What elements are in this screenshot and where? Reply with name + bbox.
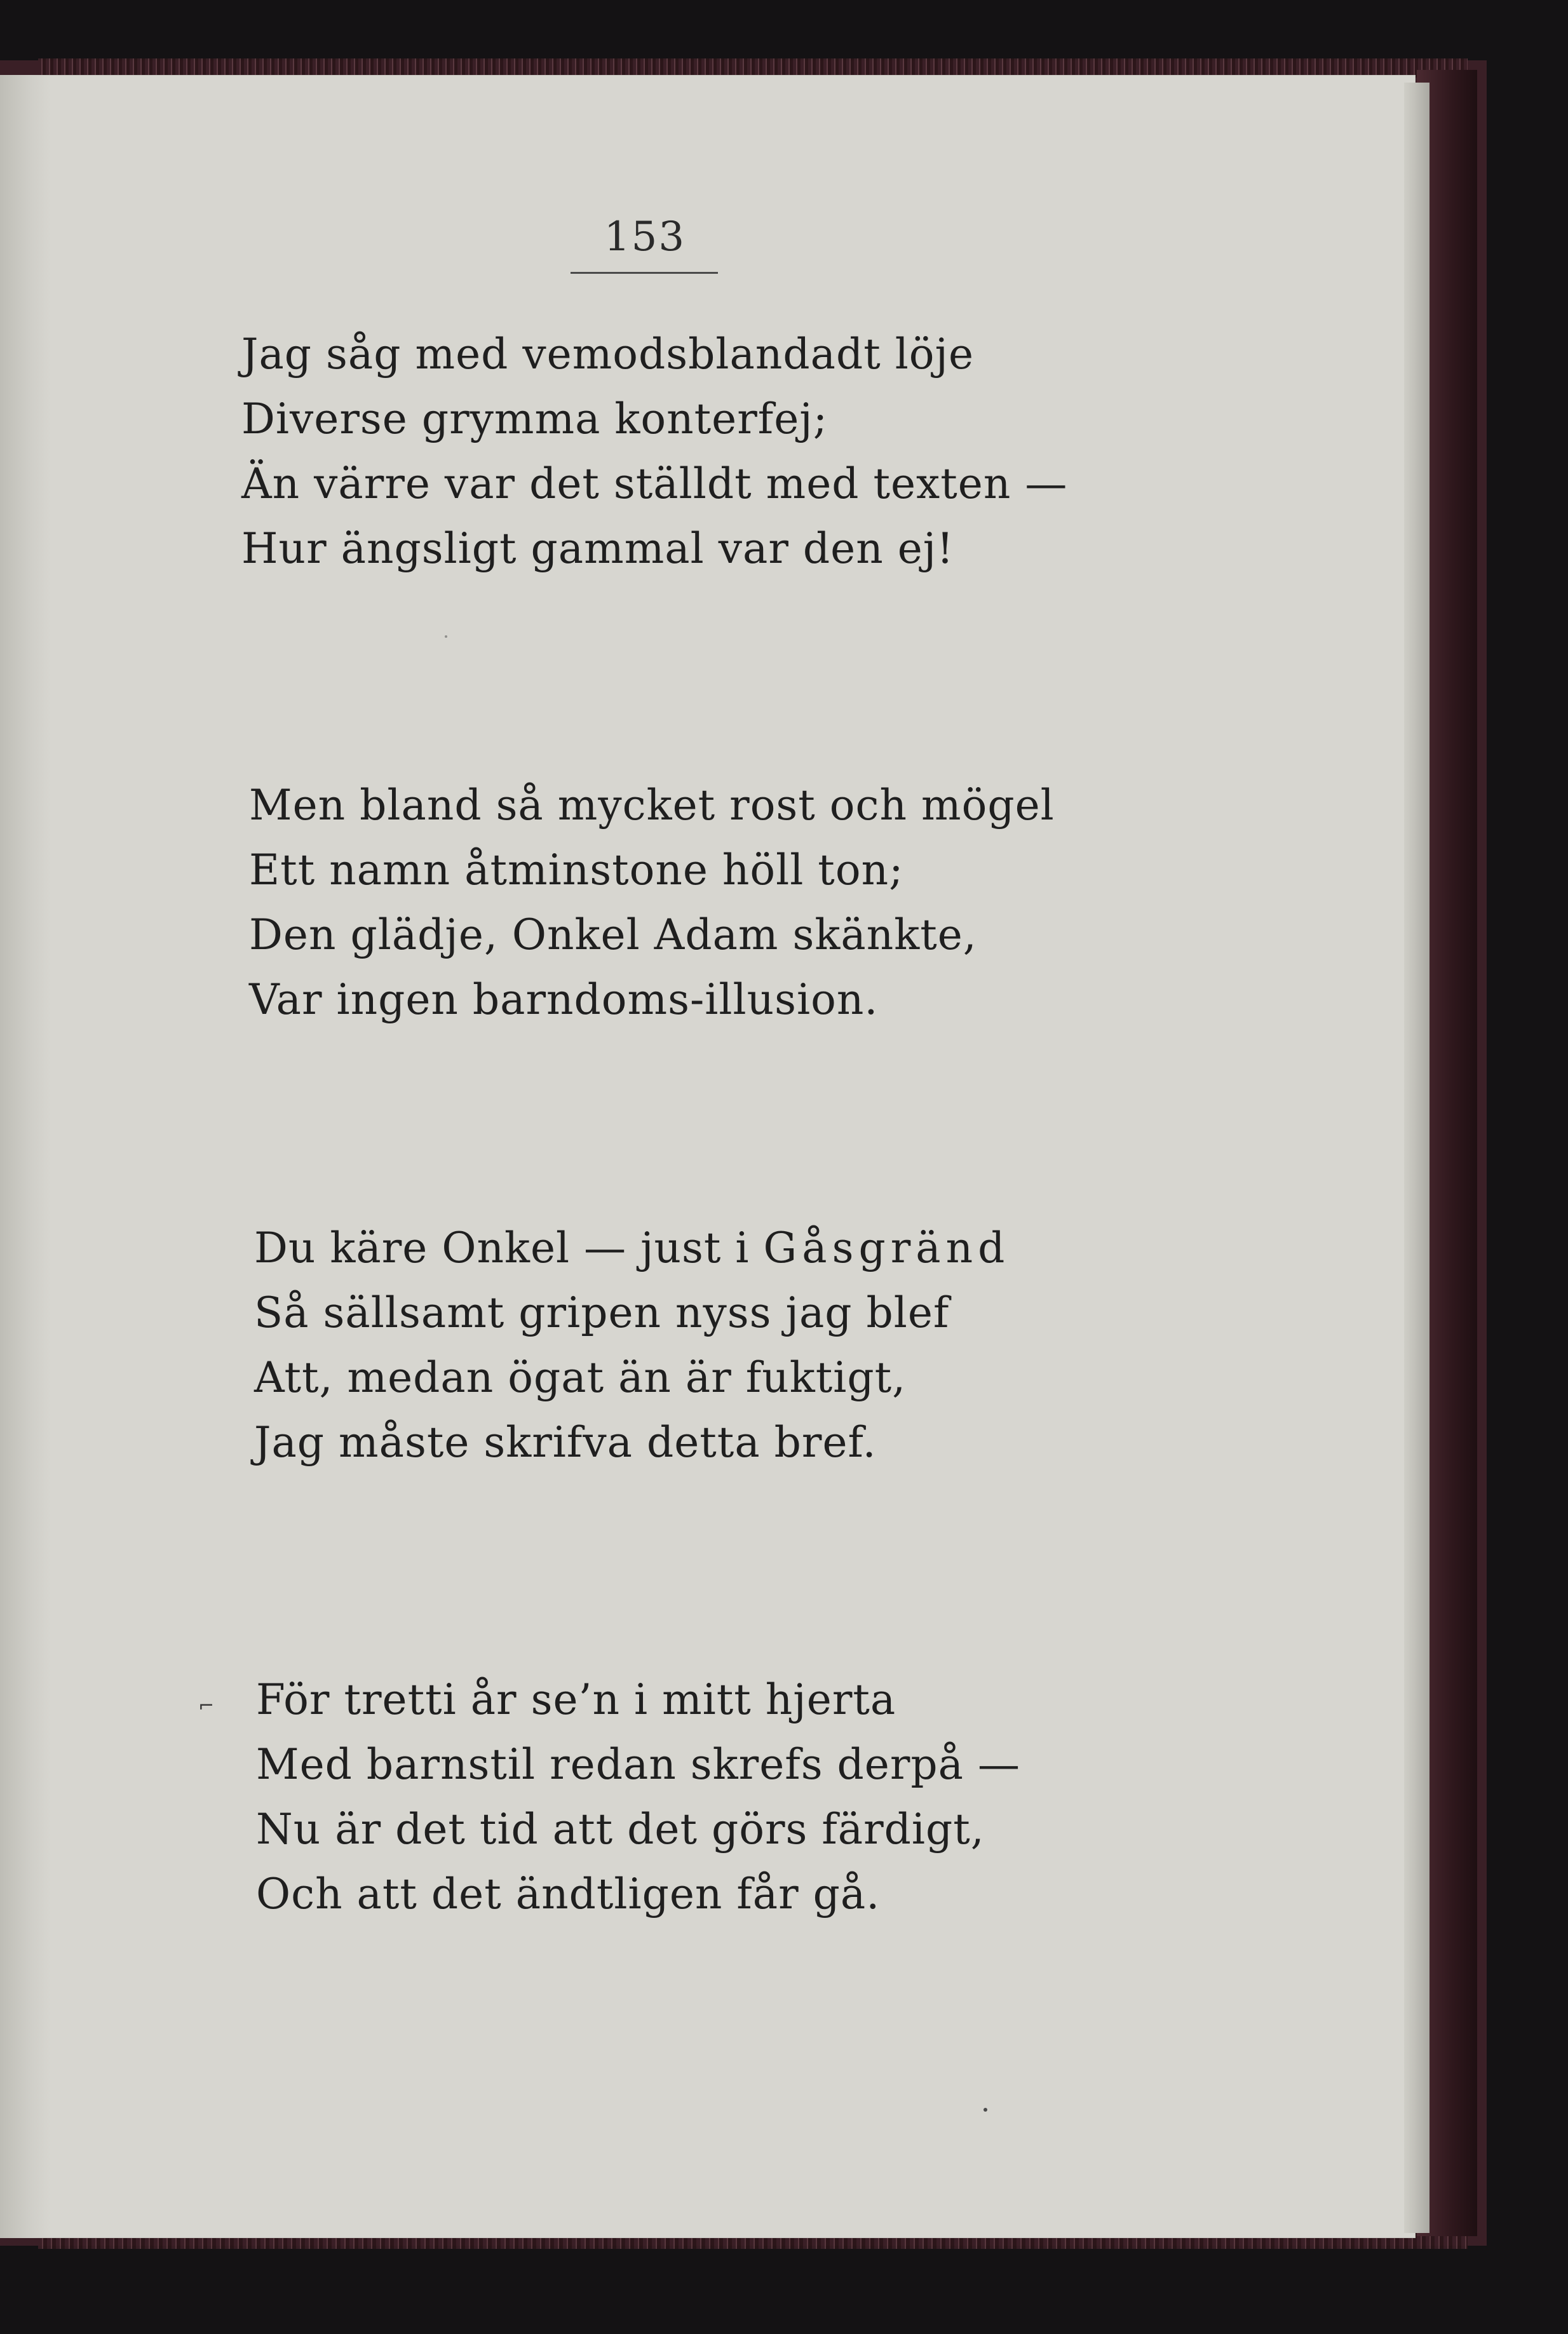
stanza-2 — [249, 773, 1055, 1032]
stanza-1 — [241, 322, 1067, 581]
verse-line: Och att det ändtligen får gå. — [256, 1870, 881, 1919]
page-gutter — [0, 75, 51, 2238]
verse-line: Jag måste skrifva detta bref. — [254, 1418, 877, 1467]
margin-mark: ⌐ — [198, 1695, 215, 1717]
verse-line: Att, medan ögat än är fuktigt, — [254, 1353, 907, 1402]
paper-speck — [983, 2108, 987, 2112]
verse-line: Så sällsamt gripen nyss jag blef — [254, 1288, 950, 1337]
verse-line: Diverse grymma konterfej; — [241, 395, 828, 443]
verse-line — [254, 1216, 1010, 1281]
verse-line: Med barnstil redan skrefs derpå — — [256, 1740, 1020, 1789]
verse-line: Ett namn åtminstone höll ton; — [249, 846, 904, 894]
verse-line: Men bland så mycket rost och mögel — [249, 781, 1055, 830]
verse-line: För tretti år se’n i mitt hjerta — [256, 1675, 896, 1724]
verse-line: Hur ängsligt gammal var den ej! — [241, 524, 954, 573]
verse-line: Var ingen barndoms-illusion. — [249, 975, 879, 1024]
stanza-3 — [254, 1216, 1010, 1475]
verse-line: Den glädje, Onkel Adam skänkte, — [249, 910, 977, 959]
page-number: 153 — [604, 213, 686, 260]
verse-line: Än värre var det ställdt med texten — — [241, 459, 1068, 508]
page-edge — [1404, 83, 1429, 2233]
verse-line-text: Du käre Onkel — just i — [254, 1224, 764, 1272]
stanza-4 — [256, 1668, 1020, 1927]
page-number-rule — [571, 272, 718, 274]
verse-line: Jag såg med vemodsblandadt löje — [241, 330, 975, 379]
paper-speck — [445, 635, 447, 638]
verse-spaced-word: Gåsgränd — [763, 1224, 1010, 1272]
verse-line: Nu är det tid att det görs färdigt, — [256, 1805, 985, 1854]
